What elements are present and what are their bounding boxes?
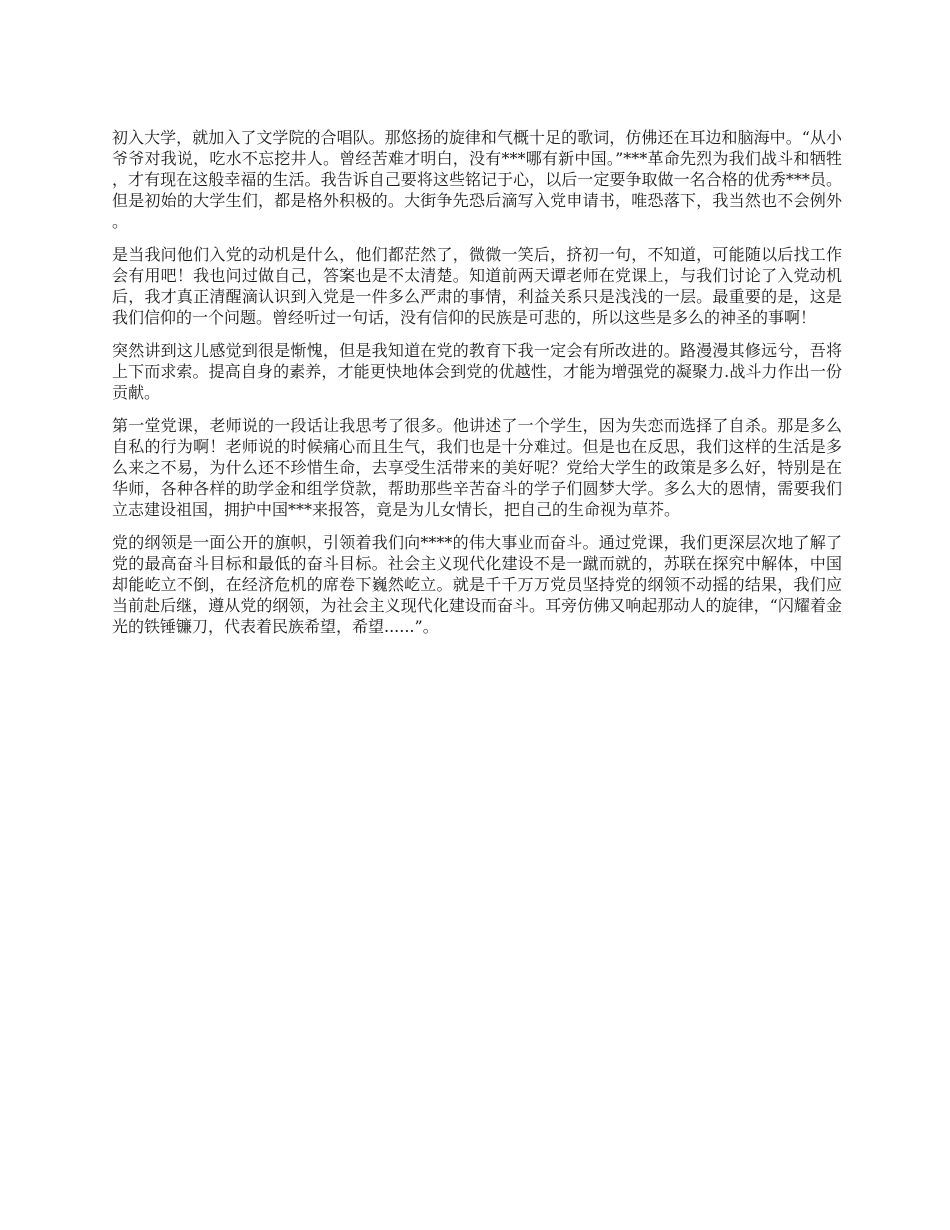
paragraph-5: 党的纲领是一面公开的旗帜，引领着我们向****的伟大事业而奋斗。通过党课，我们更深层次地了解了党的最高奋斗目标和最低的奋斗目标。社会主义现代化建设不是一蹴而就的，苏联在探究中解体，中国却能屹立不倒，在经济危机的席卷下巍然屹立。就是千千万万党员坚持党的纲领不动摇的结果，我们应当前赴后继，遵从党的纲领，为社会主义现代化建设而奋斗。耳旁仿佛又响起那动人的旋律，“闪耀着金光的铁锤镰刀，代表着民族希望，希望......”。 [112, 533, 842, 636]
paragraph-1: 初入大学，就加入了文学院的合唱队。那悠扬的旋律和气概十足的歌词，仿佛还在耳边和脑海中。“从小爷爷对我说，吃水不忘挖井人。曾经苦难才明白，没有***哪有新中国。”***革命先烈为我们战斗和牺牲，才有现在这般幸福的生活。我告诉自己要将这些铭记于心，以后一定要争取做一名合格的优秀***员。但是初始的大学生们，都是格外积极的。大街争先恐后滴写入党申请书，唯恐落下，我当然也不会例外。 [112, 128, 842, 231]
document-body [112, 127, 842, 649]
paragraph-3: 突然讲到这儿感觉到很是惭愧，但是我知道在党的教育下我一定会有所改进的。路漫漫其修远兮，吾将上下而求索。提高自身的素养，才能更快地体会到党的优越性，才能为增强党的凝聚力.战斗力作出一份贡献。 [112, 341, 842, 402]
paragraph-4: 第一堂党课，老师说的一段话让我思考了很多。他讲述了一个学生，因为失恋而选择了自杀。那是多么自私的行为啊！老师说的时候痛心而且生气，我们也是十分难过。但是也在反思，我们这样的生活是多么来之不易，为什么还不珍惜生命，去享受生活带来的美好呢？党给大学生的政策是多么好，特别是在华师，各种各样的助学金和组学贷款，帮助那些辛苦奋斗的学子们圆梦大学。多么大的恩情，需要我们立志建设祖国，拥护中国***来报答，竟是为儿女情长，把自己的生命视为草芥。 [112, 416, 842, 519]
paragraph-2: 是当我问他们入党的动机是什么，他们都茫然了，微微一笑后，挤初一句，不知道，可能随以后找工作会有用吧！我也问过做自己，答案也是不太清楚。知道前两天谭老师在党课上，与我们讨论了入党动机后，我才真正清醒滴认识到入党是一件多么严肃的事情，利益关系只是浅浅的一层。最重要的是，这是我们信仰的一个问题。曾经听过一句话，没有信仰的民族是可悲的，所以这些是多么的神圣的事啊！ [112, 245, 842, 327]
